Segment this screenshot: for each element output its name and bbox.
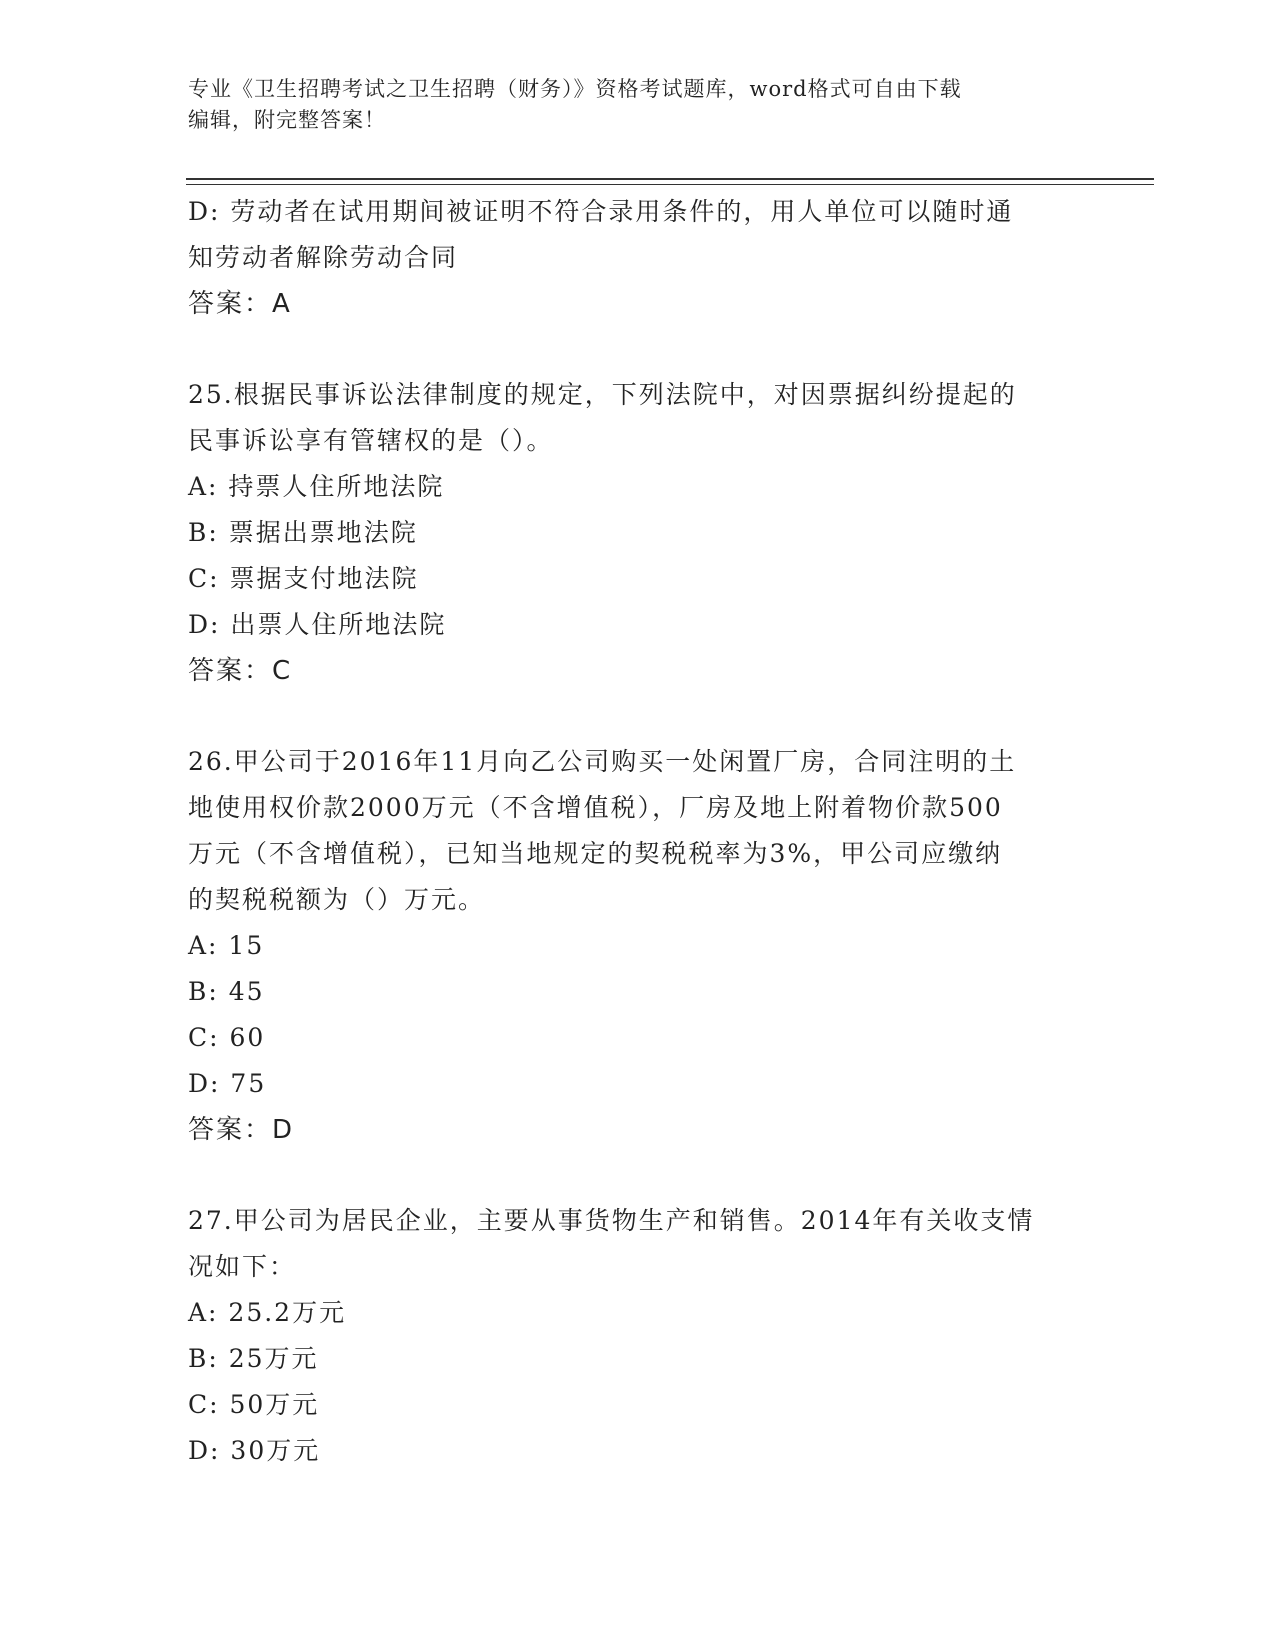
option-c: C: 50万元 bbox=[188, 1390, 320, 1419]
answer-label: 答案：D bbox=[188, 1115, 295, 1145]
option-c: C: 票据支付地法院 bbox=[188, 564, 419, 593]
question-stem-line-4: 的契税税额为（）万元。 bbox=[188, 885, 486, 914]
option-a: A: 25.2万元 bbox=[188, 1298, 347, 1327]
option-b: B: 45 bbox=[188, 977, 265, 1006]
question-stem-line-2: 民事诉讼享有管辖权的是（）。 bbox=[188, 426, 554, 455]
header-divider-thick bbox=[186, 178, 1154, 180]
question-stem-line-1: 26.甲公司于2016年11月向乙公司购买一处闲置厂房，合同注明的土 bbox=[188, 747, 1017, 776]
answer-label: 答案：A bbox=[188, 289, 292, 319]
option-d-line-2: 知劳动者解除劳动合同 bbox=[188, 243, 459, 272]
option-d-line-1: D: 劳动者在试用期间被证明不符合录用条件的，用人单位可以随时通 bbox=[188, 197, 1014, 226]
question-26 bbox=[188, 739, 1088, 1153]
option-a: A: 15 bbox=[188, 931, 265, 960]
question-stem-line-1: 27.甲公司为居民企业，主要从事货物生产和销售。2014年有关收支情 bbox=[188, 1206, 1035, 1235]
option-c: C: 60 bbox=[188, 1023, 266, 1052]
page-header bbox=[188, 74, 1088, 136]
question-stem-line-2: 地使用权价款2000万元（不含增值税），厂房及地上附着物价款500 bbox=[188, 793, 1003, 822]
option-d: D: 75 bbox=[188, 1069, 267, 1098]
spacer bbox=[188, 1153, 1088, 1198]
option-b: B: 票据出票地法院 bbox=[188, 518, 418, 547]
question-stem-line-1: 25.根据民事诉讼法律制度的规定，下列法院中，对因票据纠纷提起的 bbox=[188, 380, 1017, 409]
header-title-line-2: 编辑，附完整答案！ bbox=[188, 108, 386, 132]
question-27 bbox=[188, 1198, 1088, 1474]
question-24-tail bbox=[188, 189, 1088, 327]
answer-label: 答案：C bbox=[188, 656, 293, 686]
header-title-line-1: 专业《卫生招聘考试之卫生招聘（财务）》资格考试题库，word格式可自由下载 bbox=[188, 77, 962, 101]
question-stem-line-2: 况如下： bbox=[188, 1252, 297, 1281]
option-d: D: 30万元 bbox=[188, 1436, 321, 1465]
option-b: B: 25万元 bbox=[188, 1344, 319, 1373]
question-25 bbox=[188, 372, 1088, 694]
option-d: D: 出票人住所地法院 bbox=[188, 610, 447, 639]
question-content bbox=[188, 189, 1088, 1474]
option-a: A: 持票人住所地法院 bbox=[188, 472, 445, 501]
spacer bbox=[188, 694, 1088, 739]
spacer bbox=[188, 327, 1088, 372]
question-stem-line-3: 万元（不含增值税），已知当地规定的契税税率为3%，甲公司应缴纳 bbox=[188, 839, 1003, 868]
header-divider-thin bbox=[186, 184, 1154, 185]
